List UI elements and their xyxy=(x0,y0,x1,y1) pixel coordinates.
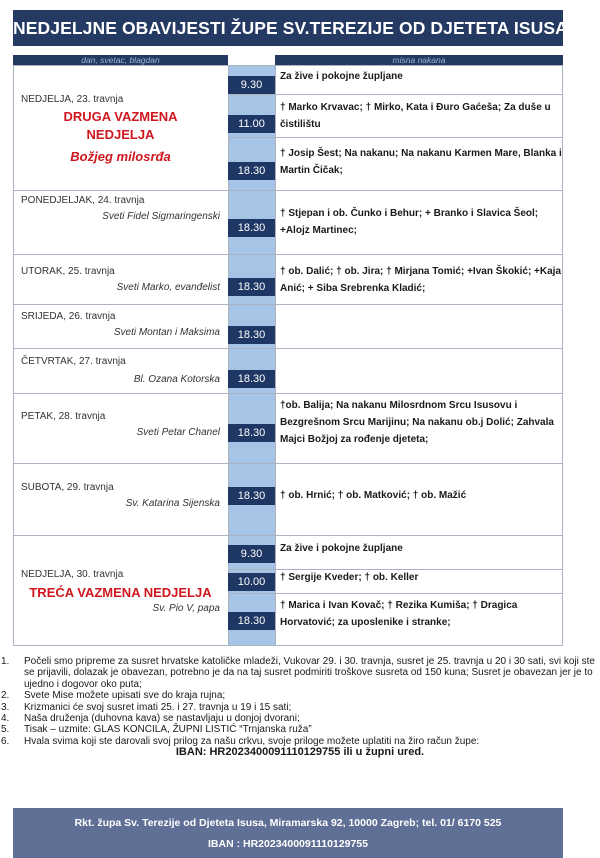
list-item xyxy=(0,736,600,747)
mass-intention: † Marko Krvavac; † Mirko, Kata i Đuro Gaćeša; Za duše u čistilištu xyxy=(280,102,551,130)
mass-intention: † ob. Dalić; † ob. Jira; † Mirjana Tomić; +Ivan Škokić; +Kaja Anić; + Siba Srebrenka Kladić; xyxy=(280,266,562,294)
day-label: PETAK, 28. travnja xyxy=(21,411,106,422)
mass-time: 18.30 xyxy=(228,219,275,237)
mass-intention: Za žive i pokojne župljane xyxy=(280,543,403,554)
row-divider xyxy=(13,254,563,255)
list-text: Krizmanici će svoj susret imati 25. i 27. travnja u 19 i 15 sati; xyxy=(24,701,292,713)
mass-time: 9.30 xyxy=(228,76,275,94)
column-header-intention: misna nakana xyxy=(275,55,563,65)
row-divider xyxy=(228,593,563,594)
list-item xyxy=(0,724,600,735)
list-item xyxy=(0,656,600,690)
mass-time: 18.30 xyxy=(228,424,275,442)
list-text: Naša druženja (duhovna kava) se nastavljaju u donjoj dvorani; xyxy=(24,713,300,725)
row-divider xyxy=(228,94,563,95)
day-label: NEDJELJA, 30. travnja xyxy=(21,569,124,580)
mass-intention: † Marica i Ivan Kovač; † Rezika Kumiša; † Dragica Horvatović; za uposlenike i stranke; xyxy=(280,600,518,628)
mass-time: 10.00 xyxy=(228,573,275,591)
announcements-list xyxy=(0,656,600,759)
saint-label: Sv. Pio V, papa xyxy=(152,603,220,614)
list-number: 3. xyxy=(1,701,10,713)
list-number: 6. xyxy=(1,735,10,747)
list-item xyxy=(0,690,600,701)
footer-iban: IBAN : HR2023400091110129755 xyxy=(208,838,368,850)
mass-intention: †ob. Balija; Na nakanu Milosrdnom Srcu Isusovu i Bezgrešnom Srcu Marijinu; Na nakanu ob.j Dolić; Zahvala Majci Božjoj za rođenje djeteta; xyxy=(280,400,554,445)
feast-title: TREĆA VAZMENA NEDJELJA xyxy=(29,585,212,600)
row-divider xyxy=(13,348,563,349)
column-header-day: dan, svetac, blagdan xyxy=(13,55,228,65)
list-item xyxy=(0,713,600,724)
saint-label: Sveti Fidel Sigmaringenski xyxy=(102,211,220,222)
mass-time: 18.30 xyxy=(228,370,275,388)
mass-intention: † ob. Hrnić; † ob. Matković; † ob. Mažić xyxy=(280,490,467,501)
list-number: 5. xyxy=(1,724,10,736)
mass-intention: Za žive i pokojne župljane xyxy=(280,71,403,82)
saint-label: Sv. Katarina Sijenska xyxy=(125,498,220,509)
column-divider xyxy=(275,65,276,646)
row-divider xyxy=(13,393,563,394)
row-divider xyxy=(13,190,563,191)
day-label: PONEDJELJAK, 24. travnja xyxy=(21,195,145,206)
page-title: NEDJELJNE OBAVIJESTI ŽUPE SV.TEREZIJE OD DJETETA ISUSA xyxy=(13,10,563,46)
mass-time: 11.00 xyxy=(228,115,275,133)
feast-subtitle: Božjeg milosrđa xyxy=(70,149,171,164)
list-text: Hvala svima koji ste darovali svoj prilog za našu crkvu, svoje priloge možete uplatiti na žiro račun župe: xyxy=(24,735,480,747)
day-label: NEDJELJA, 23. travnja xyxy=(21,94,124,105)
list-number: 1. xyxy=(1,656,10,667)
row-divider xyxy=(228,137,563,138)
day-label: SUBOTA, 29. travnja xyxy=(21,482,114,493)
day-label: SRIJEDA, 26. travnja xyxy=(21,311,116,322)
mass-time: 18.30 xyxy=(228,487,275,505)
mass-time: 9.30 xyxy=(228,545,275,563)
mass-intention: † Josip Šest; Na nakanu; Na nakanu Karmen Mare, Blanka i Martin Čičak; xyxy=(280,148,562,176)
list-text: Svete Mise možete upisati sve do kraja rujna; xyxy=(24,690,226,702)
list-item xyxy=(0,702,600,713)
day-label: UTORAK, 25. travnja xyxy=(21,266,115,277)
mass-intention: † Stjepan i ob. Čunko i Behur; + Branko i Slavica Šeol; +Alojz Martinec; xyxy=(280,208,539,236)
mass-intention: † Sergije Kveder; † ob. Keller xyxy=(280,572,419,583)
saint-label: Sveti Marko, evanđelist xyxy=(116,282,220,293)
row-divider xyxy=(13,535,563,536)
feast-title: NEDJELJA xyxy=(86,127,155,142)
mass-time: 18.30 xyxy=(228,326,275,344)
saint-label: Bl. Ozana Kotorska xyxy=(133,374,220,385)
list-text: Počeli smo pripreme za susret hrvatske katoličke mladeži, Vukovar 29. i 30. travnja, susret je 25. travnja u 20 i 30 sati, svi koji ste se prijavili, dolazak je obavezan, potrebno je da na taj susret podmiriti troškove susreta od 150 kuna; Susret je obavezan jer je to ujedno i dogovor oko puta; xyxy=(24,656,595,690)
mass-time: 18.30 xyxy=(228,278,275,296)
list-number: 2. xyxy=(1,690,10,702)
day-label: ČETVRTAK, 27. travnja xyxy=(21,356,126,367)
footer xyxy=(13,808,563,858)
row-divider xyxy=(13,304,563,305)
list-number: 4. xyxy=(1,713,10,725)
list-text: Tisak – uzmite: GLAS KONCILA, ŽUPNI LISTIĆ “Trnjanska ruža” xyxy=(24,724,312,736)
mass-time: 18.30 xyxy=(228,612,275,630)
saint-label: Sveti Petar Chanel xyxy=(136,427,220,438)
saint-label: Sveti Montan i Maksima xyxy=(113,327,220,338)
iban-line: IBAN: HR2023400091110129755 ili u župni ured. xyxy=(175,746,425,759)
row-divider xyxy=(13,463,563,464)
feast-title: DRUGA VAZMENA xyxy=(63,109,178,124)
footer-address: Rkt. župa Sv. Terezije od Djeteta Isusa, Miramarska 92, 10000 Zagreb; tel. 01/ 6170 525 xyxy=(74,817,502,829)
mass-time: 18.30 xyxy=(228,162,275,180)
